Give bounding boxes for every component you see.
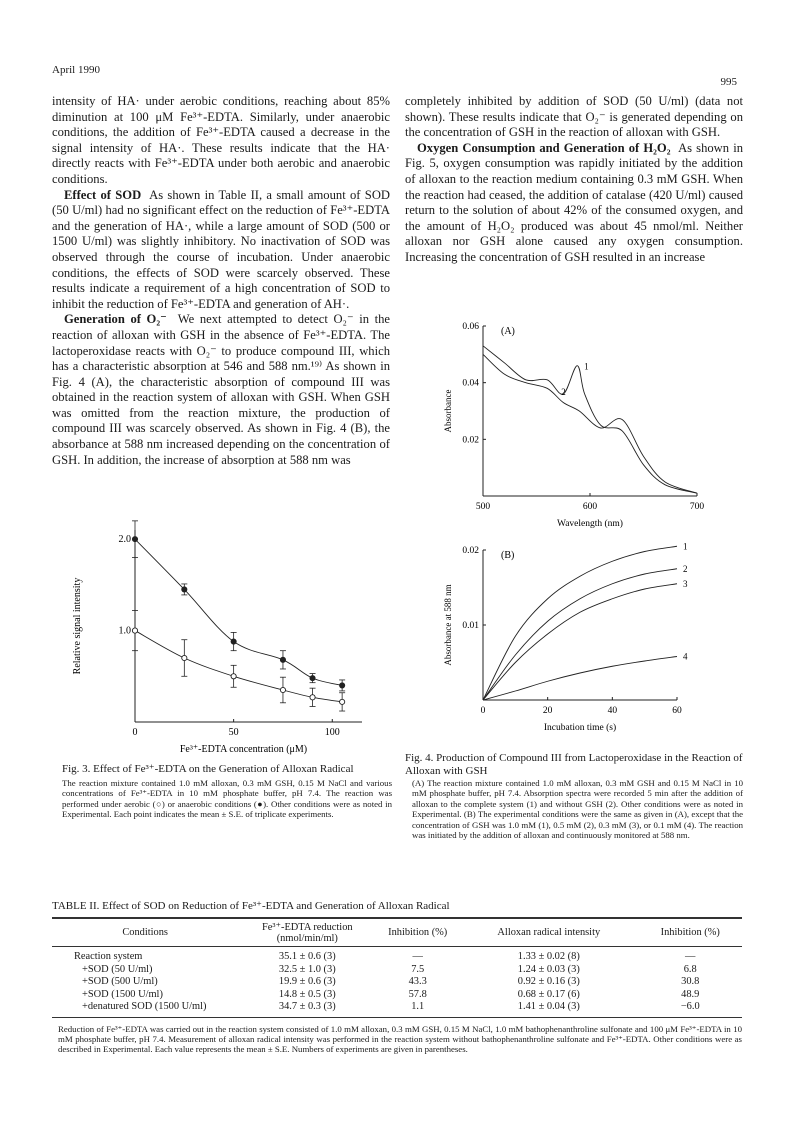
table-cell: +SOD (1500 U/ml) (82, 988, 163, 1000)
table-cell: +SOD (500 U/ml) (82, 976, 158, 987)
fig3-caption-title: Fig. 3. Effect of Fe³⁺-EDTA on the Generation of Alloxan Radical (62, 763, 354, 775)
series-label: 1 (683, 541, 688, 552)
right-text-column (405, 94, 743, 266)
x-tick-label: 500 (475, 502, 491, 512)
series-label: 2 (683, 563, 688, 574)
fig4b-chart (405, 536, 743, 748)
table-cell: — (412, 951, 423, 962)
table-cell: 0.92 ± 0.16 (3) (517, 976, 580, 987)
time-course-line (483, 546, 677, 700)
data-point (280, 687, 285, 692)
table-row (52, 947, 742, 964)
x-axis-label: Fe³⁺-EDTA concentration (μM) (179, 744, 308, 755)
table-cell: 35.1 ± 0.6 (3) (278, 951, 336, 962)
data-point (340, 699, 345, 704)
data-point (182, 655, 187, 660)
paragraph (405, 141, 743, 266)
fig4a-chart (405, 312, 743, 534)
table-cell: 1.24 ± 0.03 (3) (517, 963, 580, 975)
table-2 (52, 900, 742, 1055)
table-cell: 6.8 (683, 963, 697, 975)
y-tick-label: 2.0 (118, 534, 131, 546)
y-axis-label: Absorbance (443, 389, 453, 433)
x-tick-label: 40 (607, 706, 618, 716)
panel-label: (A) (501, 326, 515, 337)
paragraph: intensity of HA· under aerobic conditions, reaching about 85% diminution at 100 μM Fe³⁺-EDTA. Similarly, under anaerobic conditions, the addition of Fe³⁺-EDTA caused a decrease in the signal intensity of HA·. These results indicate that the HA· directly reacts with Fe³⁺-EDTA under both aerobic and anaerobic conditions. (52, 94, 390, 186)
y-tick-label: 0.06 (462, 322, 479, 332)
table-footnote: Reduction of Fe³⁺-EDTA was carried out in the reaction system consisted of 1.0 mM alloxan, 0.3 mM GSH, 0.15 M NaCl, 1.0 mM bathophenanthroline sulfonate and 100 μM Fe³⁺-EDTA in 10 mM phosphate buffer, pH 7.4. Measurement of alloxan radical intensity was performed in the reaction system without bathophenanthroline sulfonate and Fe³⁺-EDTA. Other conditions were as described in Experimental. Each value represents the mean ± S.E. Numbers of experiments are given in parentheses. (58, 1023, 742, 1055)
y-tick-label: 0.01 (462, 621, 479, 631)
table-cell: 19.9 ± 0.6 (3) (278, 976, 336, 987)
y-tick-label: 0.02 (462, 435, 479, 446)
table-cell: — (685, 951, 696, 962)
x-tick-label: 60 (672, 706, 682, 716)
fig3-chart (52, 520, 392, 760)
data-point (132, 537, 137, 542)
data-point (132, 628, 137, 633)
x-tick-label: 100 (324, 727, 340, 738)
table-cell: 43.3 (408, 976, 427, 987)
spectrum-line (483, 346, 697, 493)
running-header-date: April 1990 (52, 64, 100, 76)
table-cell: 1.1 (411, 1001, 425, 1012)
paragraph-body: We next attempted to detect O₂⁻ in the reaction of alloxan with GSH in the absence of Fe³⁺-EDTA. The lactoperoxidase reacts with O₂⁻ to produce compound III, which has a characteristic absorption at 546 and 588 nm.¹⁹⁾ As shown in Fig. 4 (A), the characteristic absorption of compound III was obtained in the reaction system of alloxan with GSH. When GSH was omitted from the reaction mixture, the production of compound III was scarcely observed. As shown in Fig. 4 (B), the absorbance at 588 nm increased depending on the concentration of GSH. In addition, the increase of absorption at 588 nm was (52, 312, 390, 467)
time-course-line (483, 657, 677, 701)
paragraph (52, 188, 390, 313)
section-heading: Effect of SOD (64, 187, 142, 202)
table-cell: 30.8 (681, 976, 700, 987)
x-tick-label: 0 (132, 727, 138, 738)
col-header: Alloxan radical intensity (497, 927, 601, 938)
data-point (310, 695, 315, 700)
panel-label: (B) (501, 550, 515, 561)
x-tick-label: 600 (582, 502, 598, 512)
table-cell: 57.8 (408, 988, 427, 1000)
paragraph (52, 312, 390, 468)
table-row (52, 976, 742, 989)
results-table (52, 917, 742, 1018)
table-cell: 32.5 ± 1.0 (3) (278, 963, 336, 975)
table-cell: 48.9 (681, 988, 700, 1000)
table-cell: +SOD (50 U/ml) (82, 963, 153, 975)
table-row (52, 964, 742, 977)
paragraph-body: As shown in Table II, a small amount of SOD (50 U/ml) had no significant effect on the reduction of Fe³⁺-EDTA and the generation of HA·, while a large amount of SOD (500 or 1500 U/ml) was slightly inhibitory. No inactivation of SOD was observed through the course of incubation. Under anaerobic conditions, the effects of SOD were scarcely observed. These results indicate a requirement of a high concentration of SOD to inhibit the reduction of Fe³⁺-EDTA and generation of AH·. (52, 187, 391, 311)
x-tick-label: 50 (228, 727, 239, 738)
fig3-plot (72, 521, 362, 755)
data-point (340, 683, 345, 688)
col-header: Inhibition (%) (660, 927, 720, 938)
x-axis-label: Wavelength (nm) (557, 519, 623, 529)
section-heading: Generation of O₂⁻ (64, 312, 167, 327)
table-cell: −6.0 (680, 1001, 700, 1012)
x-tick-label: 20 (542, 706, 553, 716)
series-label: 3 (683, 578, 688, 589)
col-header: Conditions (122, 927, 168, 938)
fig4-caption-body: (A) The reaction mixture contained 1.0 mM alloxan, 0.3 mM GSH and 0.15 M NaCl in 10 mM phosphate buffer, pH 7.4. Absorption spectra were recorded 5 min after the addition of alloxan to the complete system (1) and without GSH (2). Other conditions were as noted in Experimental. (B) The experimental conditions were the same as given in (A), except that the concentration of GSH was 1.0 mM (1), 0.5 mM (2), 0.3 mM (3), or 0.1 mM (4). The reaction was initiated by the addition of alloxan and continuously monitored at 588 nm. (412, 778, 743, 841)
fig4a-plot (443, 322, 704, 529)
table-cell: Reaction system (74, 951, 143, 962)
col-header: Fe³⁺-EDTA reduction (nmol/min/ml) (262, 922, 353, 944)
page-number: 995 (720, 76, 737, 88)
table-cell: 7.5 (411, 963, 425, 975)
series-line (135, 631, 342, 702)
data-point (310, 676, 315, 681)
paragraph-body: As shown in Fig. 5, oxygen consumption was rapidly initiated by the addition of alloxan to the reaction medium containing 0.3 mM GSH. When the reaction had ceased, the addition of catalase (420 U/ml) caused return to the solution of about 42% of the consumed oxygen, and the amount of H₂O₂ produced was about 45 nmol/ml. Neither alloxan nor GSH alone caused any oxygen consumption. Increasing the concentration of GSH resulted in an increase (405, 140, 743, 264)
table-cell: 14.8 ± 0.5 (3) (278, 988, 336, 1000)
series-label: 4 (683, 651, 688, 662)
x-tick-label: 700 (689, 502, 705, 512)
paragraph: completely inhibited by addition of SOD (50 U/ml) (data not shown). These results indicate that O₂⁻ is generated depending on the concentration of GSH in the reaction of alloxan with GSH. (405, 94, 743, 140)
y-tick-label: 1.0 (118, 625, 131, 637)
spectrum-line (483, 354, 697, 493)
y-tick-label: 0.04 (462, 378, 479, 389)
fig3-caption-body: The reaction mixture contained 1.0 mM alloxan, 0.3 mM GSH, 0.15 M NaCl and various concentrations of Fe³⁺-EDTA in 10 mM phosphate buffer, pH 7.4. The reaction was performed under aerobic (○) or anaerobic conditions (●). Other conditions were as noted in Experimental. Each point indicates the mean ± S.E. of triplicate experiments. (62, 778, 392, 820)
table-cell: 34.7 ± 0.3 (3) (278, 1001, 336, 1012)
series-line (135, 539, 342, 685)
series-label: 1 (584, 361, 589, 372)
series-label: 2 (561, 387, 566, 397)
table-cell: +denatured SOD (1500 U/ml) (82, 1001, 207, 1012)
section-heading: Oxygen Consumption and Generation of H₂O₂ (417, 140, 671, 155)
table-title: TABLE II. Effect of SOD on Reduction of Fe³⁺-EDTA and Generation of Alloxan Radical (52, 900, 450, 912)
y-axis-label: Absorbance at 588 nm (443, 584, 453, 666)
y-axis-label: Relative signal intensity (72, 577, 83, 675)
x-axis-label: Incubation time (s) (543, 723, 617, 733)
col-header: Inhibition (%) (388, 927, 448, 938)
data-point (231, 639, 236, 644)
data-point (280, 657, 285, 662)
data-point (231, 674, 236, 679)
fig4b-plot (443, 541, 688, 733)
table-cell: 1.41 ± 0.04 (3) (517, 1001, 580, 1012)
table-cell: 1.33 ± 0.02 (8) (517, 951, 580, 962)
left-text-column (52, 94, 390, 468)
table-row (52, 1001, 742, 1017)
table-row (52, 989, 742, 1002)
table-cell: 0.68 ± 0.17 (6) (517, 988, 580, 1000)
fig4-caption-title: Fig. 4. Production of Compound III from Lactoperoxidase in the Reaction of Alloxan with GSH (405, 752, 743, 777)
x-tick-label: 0 (480, 706, 486, 716)
data-point (182, 587, 187, 592)
y-tick-label: 0.02 (462, 546, 479, 556)
